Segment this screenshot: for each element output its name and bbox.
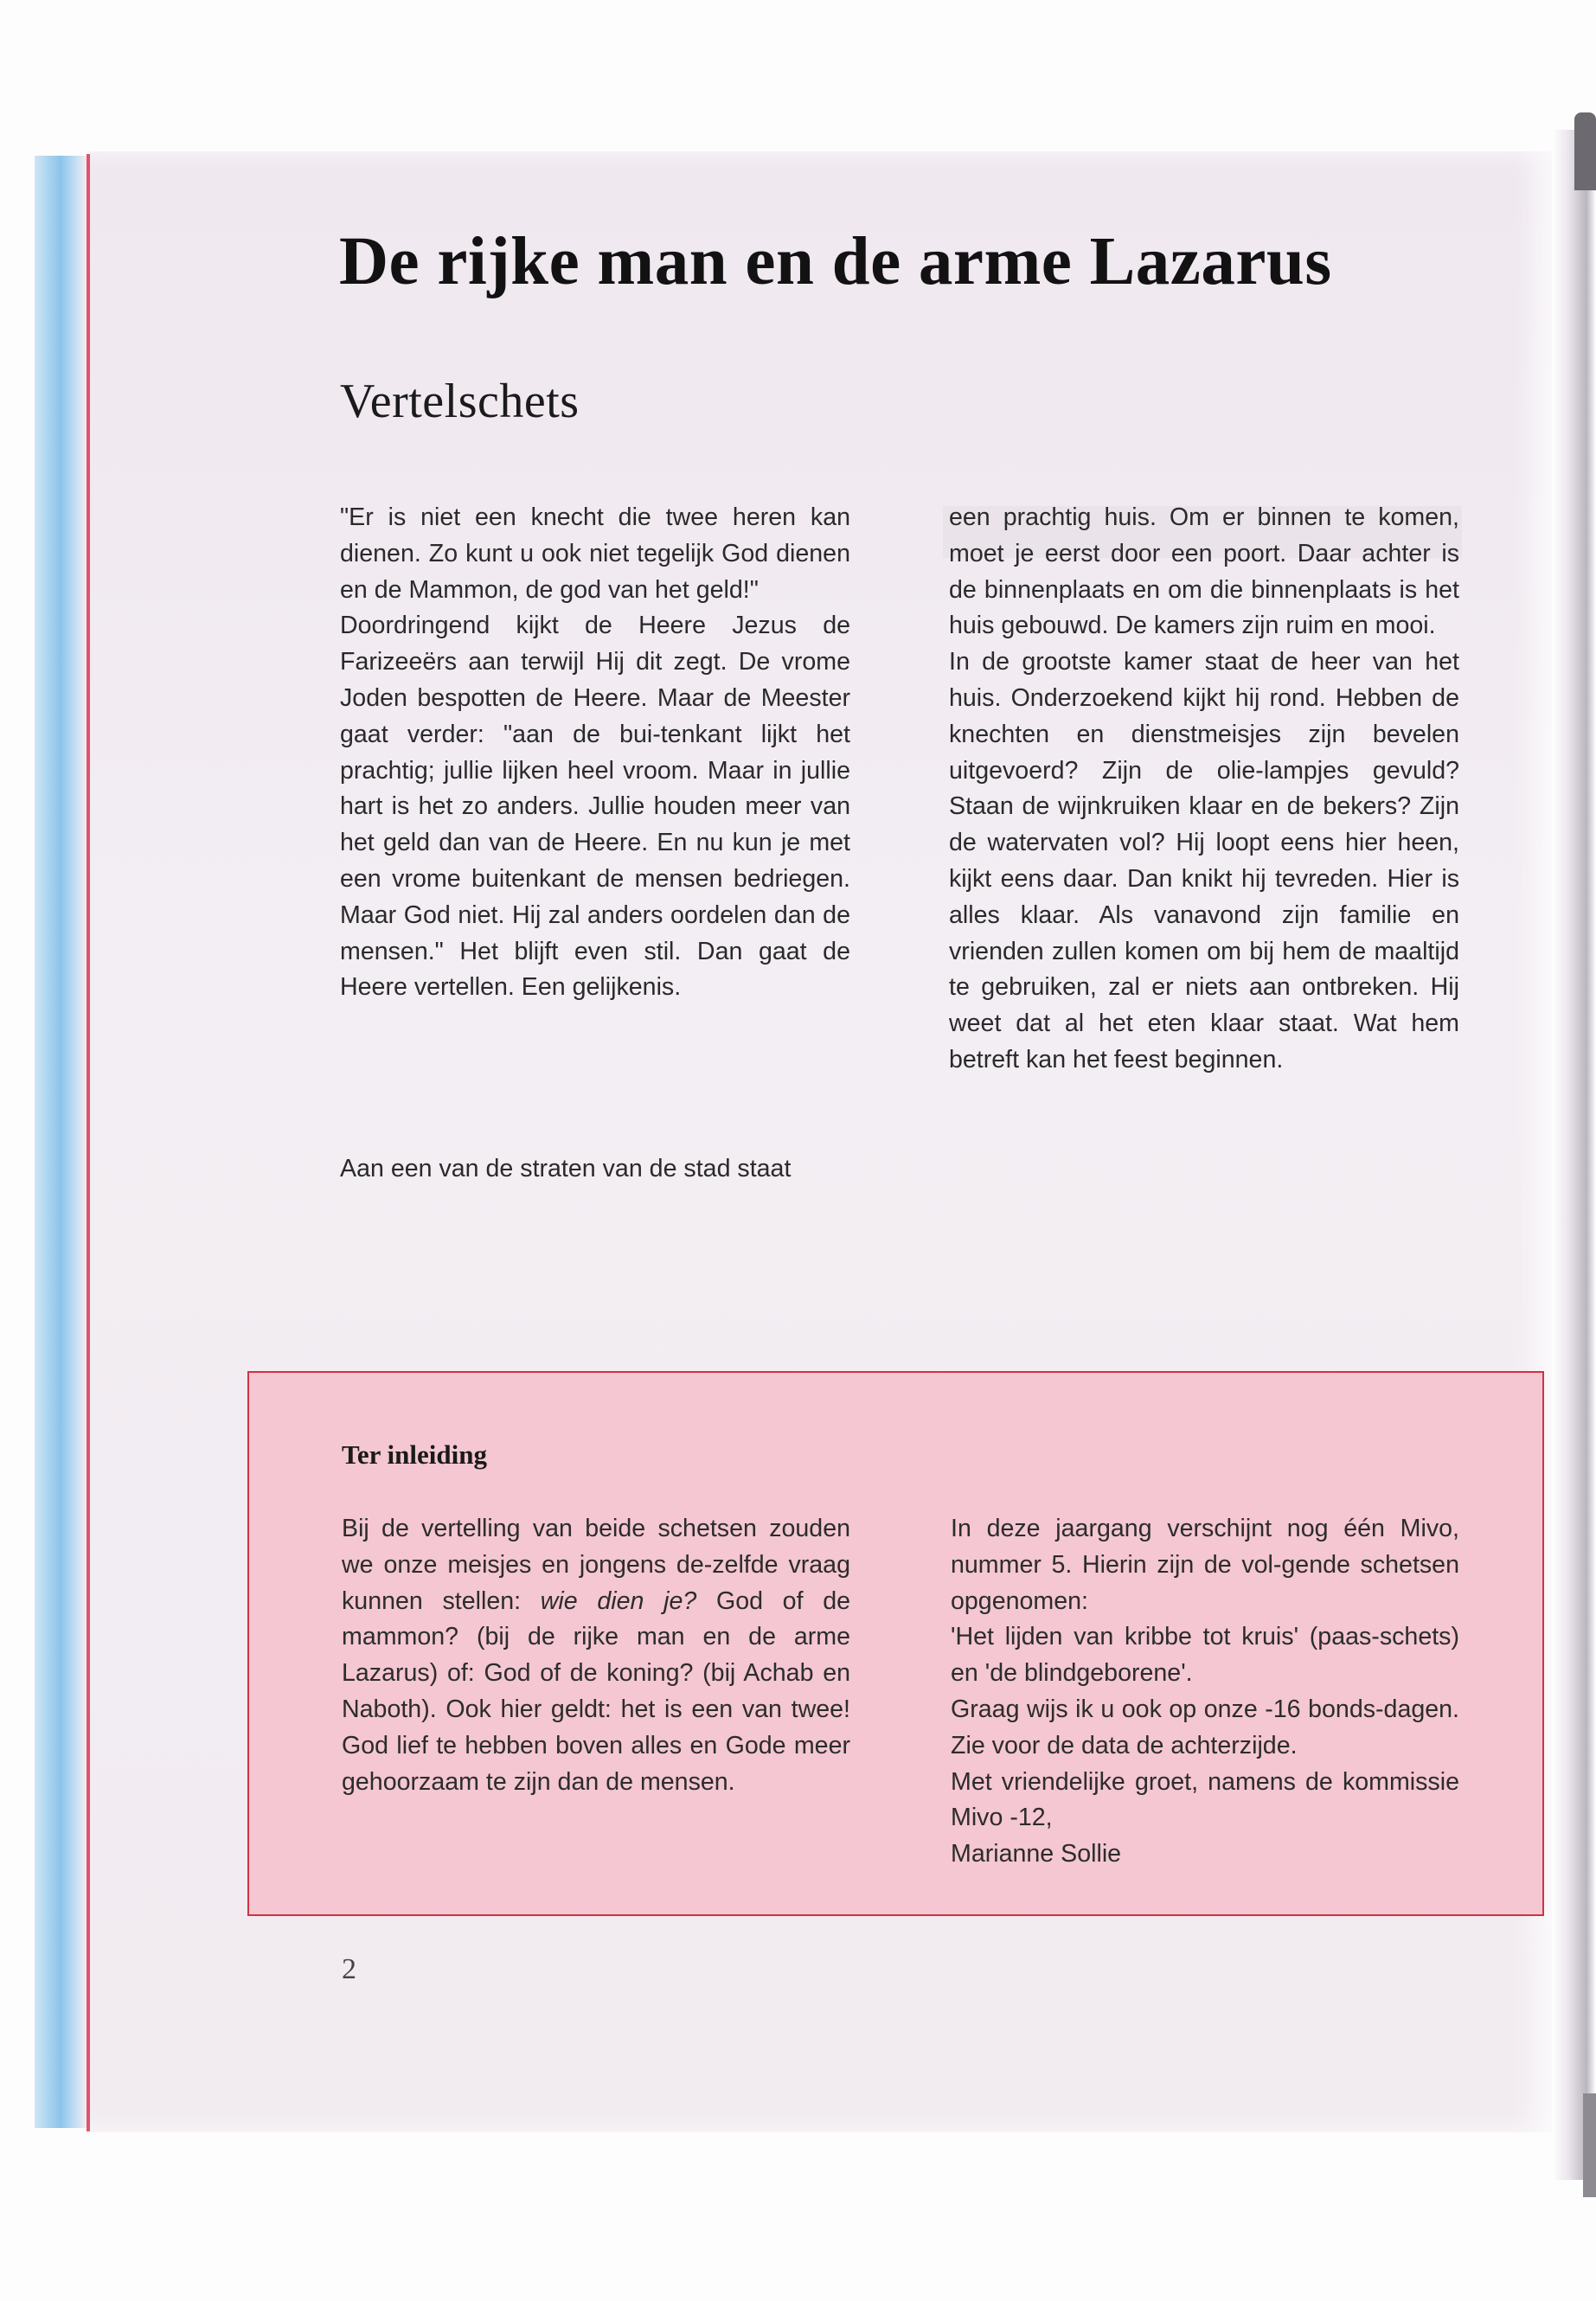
intro-question-italic: wie dien je?	[540, 1586, 697, 1615]
intro-column-1	[342, 1511, 850, 1800]
intro-column-2-paragraph-4: Met vriendelijke groet, namens de kommissie Mivo -12,	[951, 1767, 1459, 1832]
page-number: 2	[342, 1953, 356, 1985]
intro-box	[247, 1371, 1544, 1916]
intro-column-2-paragraph-2: 'Het lijden van kribbe tot kruis' (paas-schets) en 'de blindgeborene'.	[951, 1623, 1459, 1688]
scan-right-edge	[1552, 130, 1596, 2180]
article-column-1	[340, 500, 850, 1006]
intro-column-1-paragraph	[342, 1511, 850, 1800]
intro-column-2-paragraph-3: Graag wijs ik u ook op onze -16 bonds-dagen. Zie voor de data de achterzijde.	[951, 1695, 1459, 1759]
article-column-2	[949, 500, 1459, 1079]
scan-right-edge-bottom	[1583, 2093, 1596, 2197]
intro-signature: Marianne Sollie	[951, 1840, 1122, 1868]
intro-heading: Ter inleiding	[342, 1439, 487, 1470]
column-1-paragraph-1: "Er is niet een knecht die twee heren kan dienen. Zo kunt u ook niet tegelijk God dienen en de Mammon, de god van het geld!"	[340, 503, 850, 604]
column-2-paragraph-2: In de grootste kamer staat de heer van het huis. Onderzoekend kijkt hij rond. Hebben de knechten en dienstmeisjes zijn bevelen uitgevoerd? Zijn de olie-lampjes gevuld? Staan de wijnkruiken klaar en de bekers? Zijn de watervaten vol? Hij loopt eens hier heen, kijkt eens daar. Dan knikt hij tevreden. Hier is alles klaar. Als vanavond zijn familie en vrienden zullen komen om bij hem de maaltijd te gebruiken, zal er niets aan ontbreken. Hij weet dat al het eten klaar staat. Wat hem betreft kan het feest beginnen.	[949, 648, 1459, 1074]
column-2-paragraph-1: een prachtig huis. Om er binnen te komen, moet je eerst door een poort. Daar achter is de binnenplaats en om die binnenplaats is het huis gebouwd. De kamers zijn ruim en mooi.	[949, 503, 1459, 640]
article-subtitle: Vertelschets	[340, 375, 580, 428]
intro-text-after: God of de mammon? (bij de rijke man en de arme Lazarus) of: God of de koning? (bij Achab en Naboth). Ook hier geldt: het is een van twee! God lief te hebben boven alles en Gode meer gehoorzaam te zijn dan de mensen.	[342, 1586, 851, 1796]
column-1-paragraph-2: Doordringend kijkt de Heere Jezus de Farizeeërs aan terwijl Hij dit zegt. De vrome Joden bespotten de Heere. Maar de Meester gaat verder: "aan de bui-tenkant lijkt het prachtig; jullie lijken heel vroom. Maar in jullie hart is het zo anders. Jullie houden meer van het geld dan van de Heere. En nu kun je met een vrome buitenkant de mensen bedriegen. Maar God niet. Hij zal anders oordelen dan de mensen." Het blijft even stil. Dan gaat de Heere vertellen. Een gelijkenis.	[340, 612, 850, 1002]
intro-column-2-paragraph-1: In deze jaargang verschijnt nog één Mivo, nummer 5. Hierin zijn de vol-gende schetsen opgenomen:	[951, 1515, 1459, 1615]
scan-right-edge-top	[1574, 112, 1596, 190]
column-1-closing-line: Aan een van de straten van de stad staat	[340, 1155, 792, 1183]
intro-text-before: Bij de vertelling van beide schetsen zouden we onze meisjes en jongens de-zelfde vraag kunnen stellen:	[342, 1515, 850, 1615]
article-title: De rijke man en de arme Lazarus	[339, 224, 1332, 299]
intro-column-2	[951, 1511, 1459, 1873]
